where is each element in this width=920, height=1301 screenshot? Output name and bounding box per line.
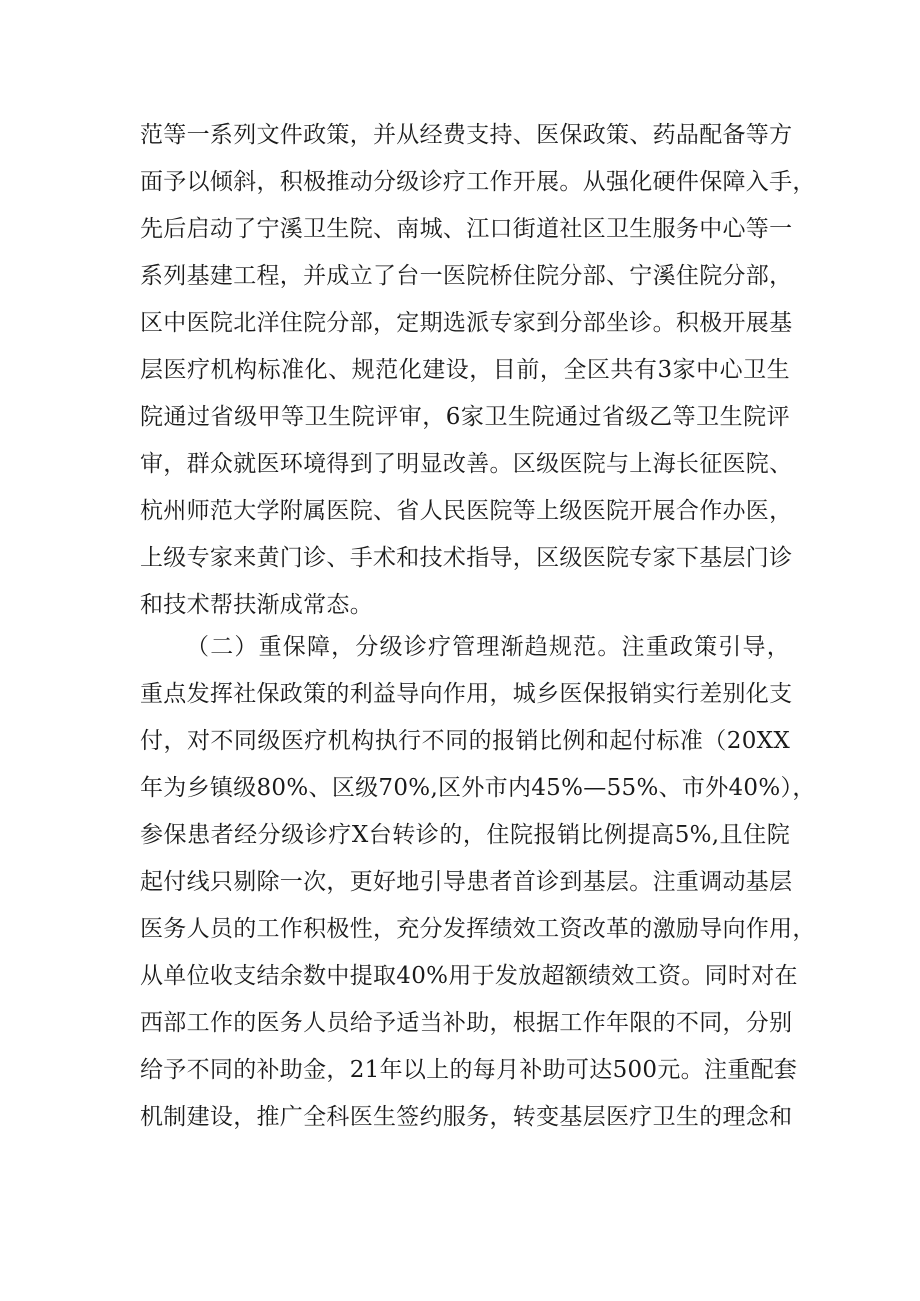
section-heading-line: （二）重保障，分级诊疗管理渐趋规范。注重政策引导， bbox=[186, 634, 790, 660]
text-line: 先后启动了宁溪卫生院、南城、江口街道社区卫生服务中心等一 bbox=[140, 216, 793, 242]
text-line: 系列基建工程，并成立了台一医院桥住院分部、宁溪住院分部， bbox=[140, 263, 793, 289]
text-line: 面予以倾斜，积极推动分级诊疗工作开展。从强化硬件保障入手， bbox=[140, 169, 816, 195]
text-line: 和技术帮扶渐成常态。 bbox=[140, 592, 373, 618]
text-line: 范等一系列文件政策，并从经费支持、医保政策、药品配备等方 bbox=[140, 122, 793, 148]
paragraph-hardware-support bbox=[140, 112, 816, 629]
text-line: 机制建设，推广全科医生签约服务，转变基层医疗卫生的理念和 bbox=[140, 1104, 793, 1130]
text-line: 医务人员的工作积极性，充分发挥绩效工资改革的激励导向作用， bbox=[140, 916, 816, 942]
text-line: 层医疗机构标准化、规范化建设，目前，全区共有3家中心卫生 bbox=[140, 357, 790, 383]
text-line: 年为乡镇级80%、区级70%,区外市内45%—55%、市外40%）， bbox=[140, 775, 816, 801]
text-line: 区中医院北洋住院分部，定期选派专家到分部坐诊。积极开展基 bbox=[140, 310, 793, 336]
text-line: 院通过省级甲等卫生院评审，6家卫生院通过省级乙等卫生院评 bbox=[140, 404, 790, 430]
text-line: 上级专家来黄门诊、手术和技术指导，区级医院专家下基层门诊 bbox=[140, 545, 793, 571]
paragraph-section-two-guarantee bbox=[140, 624, 816, 1141]
text-line: 从单位收支结余数中提取40%用于发放超额绩效工资。同时对在 bbox=[140, 963, 798, 989]
text-line: 审，群众就医环境得到了明显改善。区级医院与上海长征医院、 bbox=[140, 451, 793, 477]
text-line: 给予不同的补助金，21年以上的每月补助可达500元。注重配套 bbox=[140, 1057, 798, 1083]
text-line: 起付线只剔除一次，更好地引导患者首诊到基层。注重调动基层 bbox=[140, 869, 793, 895]
text-line: 杭州师范大学附属医院、省人民医院等上级医院开展合作办医， bbox=[140, 498, 793, 524]
text-line: 重点发挥社保政策的利益导向作用，城乡医保报销实行差别化支 bbox=[140, 681, 793, 707]
text-line: 西部工作的医务人员给予适当补助，根据工作年限的不同，分别 bbox=[140, 1010, 793, 1036]
text-line: 付，对不同级医疗机构执行不同的报销比例和起付标准（20XX bbox=[140, 728, 790, 754]
text-line: 参保患者经分级诊疗X台转诊的，住院报销比例提高5%,且住院 bbox=[140, 822, 790, 848]
